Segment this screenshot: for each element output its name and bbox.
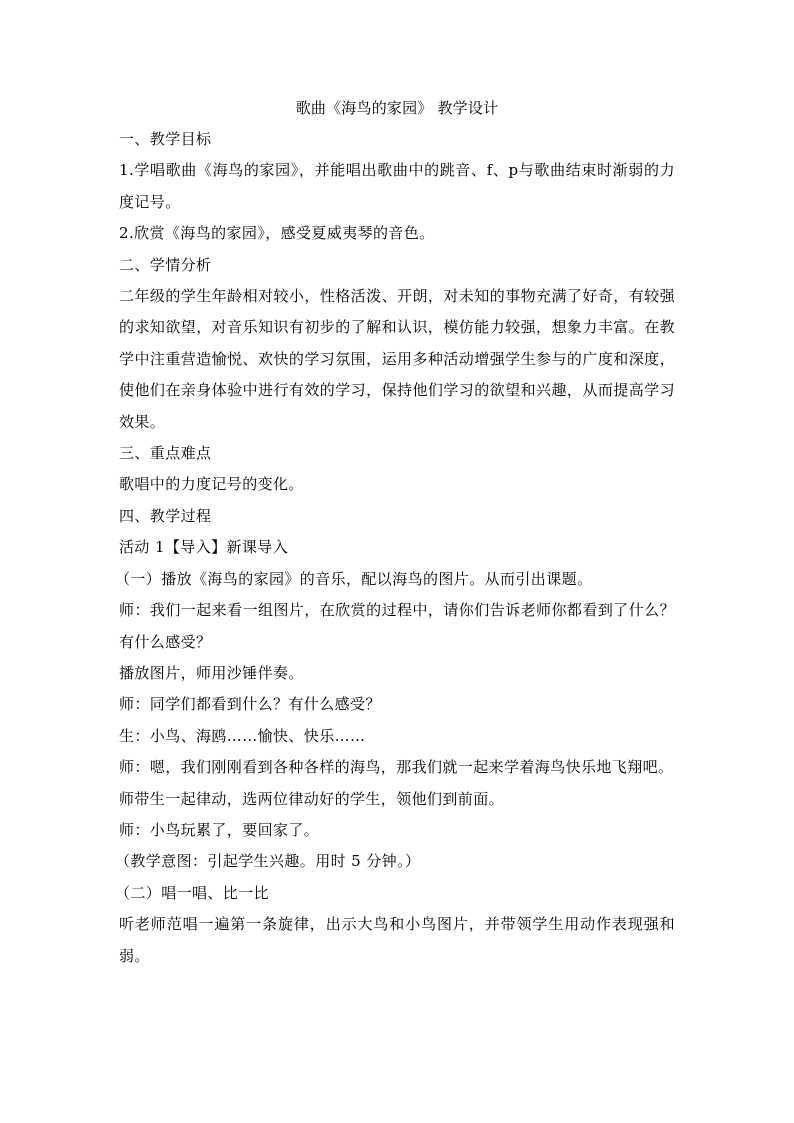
- key-points-text: 歌唱中的力度记号的变化。: [119, 475, 304, 494]
- process-note-images: 播放图片，师用沙锤伴奏。: [119, 663, 304, 682]
- student-analysis-text: 二年级的学生年龄相对较小，性格活泼、开朗，对未知的事物充满了好奇，有较强的求知欲望，对音乐知识有初步的了解和认识，模仿能力较强，想象力丰富。在教学中注重营造愉悦、欢快的学习氛围，运用多种活动增强学生参与的广度和深度，使他们在亲身体验中进行有效的学习，保持他们学习的欲望和兴趣，从而提高学习效果。: [119, 287, 675, 431]
- process-step-2: （二）唱一唱、比一比: [115, 883, 270, 902]
- process-step-1: （一）播放《海鸟的家园》的音乐，配以海鸟的图片。从而引出课题。: [115, 569, 593, 588]
- section-heading-key-points: 三、重点难点: [119, 444, 212, 463]
- dialogue-teacher-2: 师：同学们都看到什么？有什么感受？: [119, 695, 381, 714]
- dialogue-student-1: 生：小鸟、海鸥……愉快、快乐……: [119, 726, 366, 745]
- process-step-2-text: 听老师范唱一遍第一条旋律，出示大鸟和小鸟图片，并带领学生用动作表现强和弱。: [119, 915, 675, 965]
- teaching-intent-note: （教学意图：引起学生兴趣。用时 5 分钟。）: [115, 852, 421, 871]
- activity-1-heading: 活动 1【导入】新课导入: [119, 538, 289, 557]
- objective-item-2: 2.欣赏《海鸟的家园》，感受夏威夷琴的音色。: [119, 224, 435, 243]
- process-note-movement: 师带生一起律动，选两位律动好的学生，领他们到前面。: [119, 789, 505, 808]
- section-heading-student-analysis: 二、学情分析: [119, 255, 212, 274]
- section-heading-objectives: 一、教学目标: [119, 130, 212, 148]
- dialogue-teacher-4: 师：小鸟玩累了，要回家了。: [119, 820, 320, 839]
- dialogue-teacher-3: 师：嗯，我们刚刚看到各种各样的海鸟，那我们就一起来学着海鸟快乐地飞翔吧。: [119, 758, 674, 777]
- dialogue-teacher-1: 师：我们一起来看一组图片，在欣赏的过程中，请你们告诉老师你都看到了什么？有什么感受？: [119, 601, 675, 651]
- objective-item-1: 1.学唱歌曲《海鸟的家园》，并能唱出歌曲中的跳音、f、p与歌曲结束时渐弱的力度记号。: [119, 161, 675, 211]
- document-title: 歌曲《海鸟的家园》 教学设计: [295, 99, 499, 117]
- section-heading-process: 四、教学过程: [119, 506, 212, 525]
- document-body: [115, 93, 675, 972]
